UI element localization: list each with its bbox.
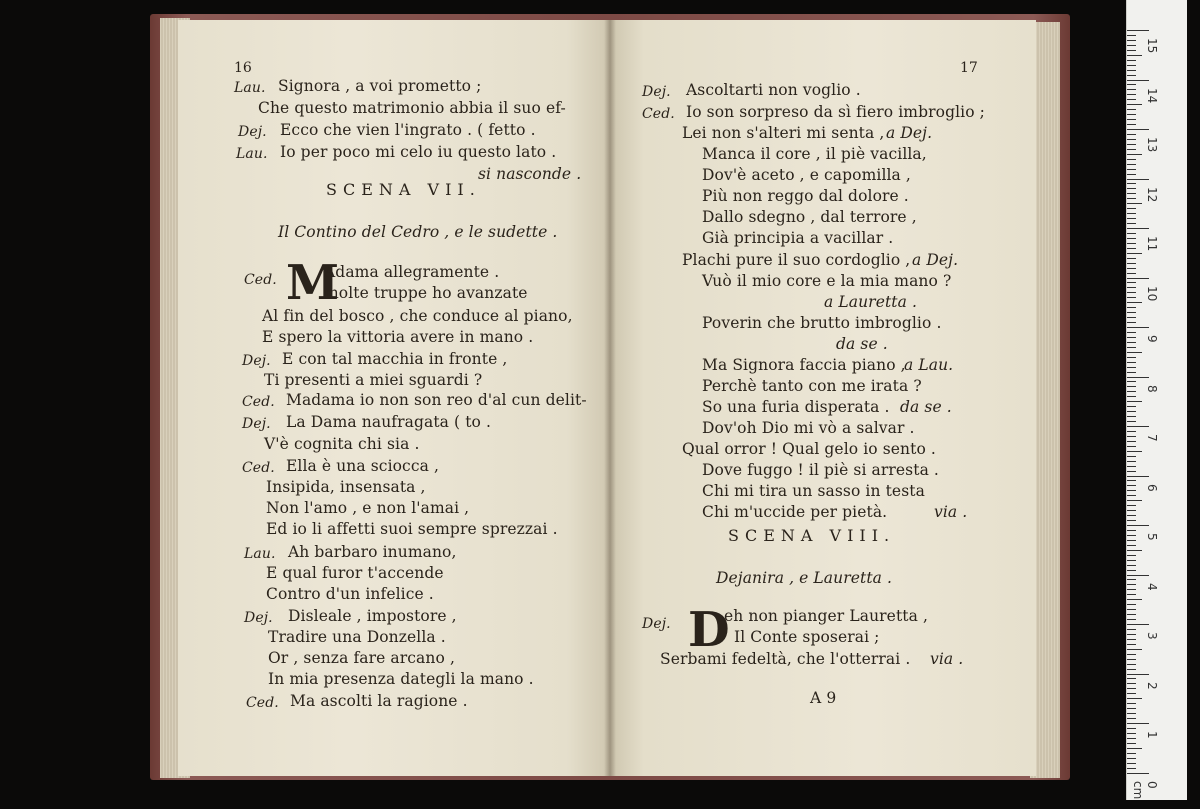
ruler-tick [1127,218,1136,219]
speaker: Ced. [242,394,275,410]
book-gutter [604,20,616,776]
ruler-tick [1127,89,1136,90]
verse-line: Qual orror ! Qual gelo io sento . [682,440,936,458]
ruler-tick [1127,510,1136,511]
scene-cast: Il Contino del Cedro , e le sudette . [278,223,558,241]
ruler-tick [1127,674,1149,675]
ruler-tick [1127,411,1136,412]
verse-line: Dov'è aceto , e capomilla , [702,166,911,184]
ruler-tick [1127,302,1142,303]
stage-direction: a Lau. [904,356,954,374]
ruler-label: 14 [1145,87,1159,103]
ruler-tick [1127,515,1136,516]
ruler-tick [1127,347,1136,348]
ruler-tick [1127,193,1136,194]
ruler-tick [1127,654,1136,655]
ruler-tick [1127,535,1136,536]
speaker: Dej. [244,610,273,626]
ruler-tick [1127,337,1136,338]
ruler-tick [1127,594,1136,595]
ruler-tick [1127,307,1136,308]
ruler-tick [1127,30,1149,31]
ruler-tick [1127,520,1136,521]
ruler-tick [1127,223,1136,224]
ruler-tick [1127,174,1136,175]
ruler-tick [1127,609,1136,610]
verse-line: Ti presenti a miei sguardi ? [264,371,483,389]
verse-line: Insipida, insensata , [266,478,426,496]
ruler-tick [1127,703,1136,704]
verse-line: Serbami fedeltà, che l'otterrai . [660,650,911,668]
ruler-tick [1127,476,1149,477]
ruler-tick [1127,406,1136,407]
ruler-tick [1127,500,1142,501]
drop-cap: D [688,602,730,658]
ruler-tick [1127,461,1136,462]
ruler-tick [1127,416,1136,417]
ruler-tick [1127,718,1136,719]
ruler-tick [1127,367,1136,368]
ruler-label: 7 [1145,434,1159,442]
verse-line: Chi mi tira un sasso in testa [702,482,925,500]
ruler-tick [1127,431,1136,432]
speaker: Lau. [244,546,276,562]
verse-line: So una furia disperata . [702,398,890,416]
stage-direction: via . [930,650,964,668]
ruler-tick [1127,619,1136,620]
ruler-tick [1127,555,1136,556]
page-number: 16 [234,60,252,76]
ruler-tick [1127,490,1136,491]
ruler-tick [1127,688,1136,689]
verse-line: molte truppe ho avanzate [324,284,528,302]
ruler-tick [1127,228,1149,229]
ruler-label: 0 cm [1131,780,1159,799]
ruler-tick [1127,332,1136,333]
ruler-tick [1127,678,1136,679]
ruler-tick [1127,188,1136,189]
speaker: Dej. [242,353,271,369]
stage-direction: a Dej. [886,124,933,142]
ruler-tick [1127,312,1136,313]
ruler-tick [1127,579,1136,580]
speaker: Lau. [234,80,266,96]
ruler-tick [1127,456,1136,457]
ruler-tick [1127,584,1136,585]
ruler-tick [1127,649,1142,650]
ruler-label: 9 [1145,335,1159,343]
ruler-tick [1127,560,1136,561]
ruler-label: 3 [1145,632,1159,640]
ruler-tick [1127,441,1136,442]
ruler-tick [1127,238,1136,239]
ruler-tick [1127,357,1136,358]
verse-line: Vuò il mio core e la mia mano ? [702,272,952,290]
verse-line: Il Conte sposerai ; [734,628,880,646]
ruler-tick [1127,50,1136,51]
ruler-tick [1127,466,1136,467]
ruler-tick [1127,203,1142,204]
ruler-tick [1127,134,1136,135]
ruler-tick [1127,114,1136,115]
ruler-tick [1127,372,1136,373]
verse-line: Più non reggo dal dolore . [702,187,909,205]
ruler-tick [1127,693,1136,694]
ruler-tick [1127,599,1142,600]
ruler-tick [1127,381,1136,382]
verse-line: Ecco che vien l'ingrato . ( fetto . [280,121,536,139]
ruler-tick [1127,505,1136,506]
ruler-tick [1127,213,1136,214]
ruler-tick [1127,723,1149,724]
ruler-tick [1127,644,1136,645]
verse-line: Ma Signora faccia piano , [702,356,906,374]
ruler-tick [1127,35,1136,36]
ruler-tick [1127,713,1136,714]
verse-line: Tradire una Donzella . [268,628,446,646]
verse-line: Ella è una sciocca , [286,457,440,475]
ruler-tick [1127,292,1136,293]
ruler-tick [1127,659,1136,660]
stage-direction: da se . [900,398,952,416]
ruler-tick [1127,540,1136,541]
speaker: Ced. [244,272,277,288]
ruler-tick [1127,104,1142,105]
verse-line: Ascoltarti non voglio . [686,81,861,99]
verse-line: Dov'oh Dio mi vò a salvar . [702,419,915,437]
verse-line: Al fin del bosco , che conduce al piano, [262,307,573,325]
ruler-tick [1127,446,1136,447]
ruler-tick [1127,485,1136,486]
right-page [610,20,1036,776]
ruler-tick [1127,565,1136,566]
stage-direction: si nasconde . [478,165,582,183]
ruler-tick [1127,396,1136,397]
ruler-label: 8 [1145,384,1159,393]
ruler-tick [1127,733,1136,734]
speaker: Lau. [236,146,268,162]
ruler-tick [1127,545,1136,546]
speaker: Ced. [246,695,279,711]
verse-line: Ah barbaro inumano, [288,543,457,561]
ruler-tick [1127,129,1149,130]
verse-line: Lei non s'alteri mi senta , [682,124,885,142]
scene-heading: SCENA VIII. [728,526,896,545]
verse-line: Manca il core , il piè vacilla, [702,145,927,163]
ruler-tick [1127,629,1136,630]
ruler-tick [1127,758,1136,759]
verse-line: E qual furor t'accende [266,564,444,582]
scene-cast: Dejanira , e Lauretta . [716,569,893,587]
ruler-tick [1127,65,1136,66]
stage-direction: a Lauretta . [824,293,918,311]
ruler-label: 2 [1145,681,1159,690]
verse-line: In mia presenza dategli la mano . [268,670,534,688]
ruler-tick [1127,436,1136,437]
ruler-tick [1127,362,1136,363]
ruler-tick [1127,278,1149,279]
speaker: Dej. [642,616,671,632]
verse-line: Signora , a voi prometto ; [278,77,482,95]
verse-line: Madama io non son reo d'al cun delit- [286,391,587,409]
ruler-label: 5 [1145,533,1159,541]
ruler-tick [1127,297,1136,298]
verse-line: Contro d'un infelice . [266,585,434,603]
ruler-tick [1127,377,1149,378]
ruler-tick [1127,753,1136,754]
verse-line: E spero la vittoria avere in mano . [262,328,534,346]
ruler-tick [1127,179,1149,180]
ruler-tick [1127,258,1136,259]
ruler-tick [1127,139,1136,140]
ruler-tick [1127,495,1136,496]
ruler-tick [1127,273,1136,274]
verse-line: Dove fuggo ! il piè si arresta . [702,461,939,479]
ruler-tick [1127,728,1136,729]
ruler-tick [1127,738,1136,739]
ruler-tick [1127,268,1136,269]
verse-line: Plachi pure il suo cordoglio , [682,251,911,269]
ruler-tick [1127,748,1142,749]
ruler-tick [1127,624,1149,625]
measurement-ruler [1126,0,1187,800]
ruler-tick [1127,183,1136,184]
ruler-tick [1127,639,1136,640]
verse-line: Or , senza fare arcano , [268,649,455,667]
ruler-tick [1127,282,1136,283]
ruler-tick [1127,342,1136,343]
ruler-tick [1127,233,1136,234]
ruler-label: 6 [1145,483,1159,492]
ruler-tick [1127,45,1136,46]
ruler-tick [1127,768,1136,769]
ruler-tick [1127,352,1142,353]
verse-line: Chi m'uccide per pietà. [702,503,888,521]
ruler-tick [1127,55,1142,56]
scene-heading: SCENA VII. [326,180,481,199]
verse-line: Dallo sdegno , dal terrore , [702,208,917,226]
verse-line: Ma ascolti la ragione . [290,692,468,710]
verse-line: Io son sorpreso da sì fiero imbroglio ; [686,103,985,121]
ruler-tick [1127,451,1142,452]
verse-line: E con tal macchia in fronte , [282,350,508,368]
drop-cap: M [286,255,340,311]
ruler-tick [1127,243,1136,244]
ruler-tick [1127,99,1136,100]
ruler-tick [1127,124,1136,125]
verse-line: Ed io li affetti suoi sempre sprezzai . [266,520,558,538]
verse-line: Che questo matrimonio abbia il suo ef- [258,99,566,117]
stage-direction: da se . [836,335,888,353]
ruler-tick [1127,198,1136,199]
verse-line: Disleale , impostore , [288,607,457,625]
ruler-tick [1127,614,1136,615]
verse-line: Io per poco mi celo iu questo lato . [280,143,557,161]
ruler-tick [1127,773,1149,774]
ruler-tick [1127,401,1142,402]
stage-direction: a Dej. [912,251,959,269]
verse-line: Non l'amo , e non l'amai , [266,499,470,517]
speaker: Dej. [238,124,267,140]
ruler-tick [1127,525,1149,526]
page-number: 17 [960,60,978,76]
ruler-tick [1127,80,1149,81]
ruler-tick [1127,159,1136,160]
ruler-tick [1127,287,1136,288]
ruler-tick [1127,253,1142,254]
ruler-tick [1127,480,1136,481]
stage-direction: via . [934,503,968,521]
ruler-tick [1127,70,1136,71]
ruler-tick [1127,589,1136,590]
ruler-label: 10 [1145,285,1159,301]
ruler-tick [1127,530,1136,531]
verse-line: V'è cognita chi sia . [264,435,420,453]
speaker: Ced. [642,106,675,122]
ruler-tick [1127,109,1136,110]
ruler-tick [1127,386,1136,387]
ruler-label: 13 [1145,137,1159,153]
verse-line: Adama allegramente . [324,263,500,281]
ruler-tick [1127,248,1136,249]
speaker: Dej. [642,84,671,100]
ruler-tick [1127,698,1142,699]
ruler-tick [1127,570,1136,571]
verse-line: La Dama naufragata ( to . [286,413,492,431]
ruler-label: 4 [1145,582,1159,591]
ruler-tick [1127,421,1136,422]
verse-line: Già principia a vacillar . [702,229,894,247]
ruler-tick [1127,426,1149,427]
ruler-label: 11 [1145,236,1159,252]
ruler-tick [1127,471,1136,472]
ruler-tick [1127,154,1142,155]
left-page [178,20,610,776]
ruler-label: 1 [1145,731,1159,739]
ruler-label: 15 [1145,38,1159,54]
ruler-tick [1127,708,1136,709]
ruler-tick [1127,634,1136,635]
ruler-tick [1127,322,1136,323]
ruler-tick [1127,40,1136,41]
signature-mark: A 9 [810,689,837,707]
ruler-tick [1127,164,1136,165]
ruler-tick [1127,317,1136,318]
ruler-tick [1127,683,1136,684]
ruler-tick [1127,263,1136,264]
ruler-tick [1127,743,1136,744]
ruler-tick [1127,208,1136,209]
ruler-tick [1127,664,1136,665]
ruler-tick [1127,763,1136,764]
ruler-tick [1127,75,1136,76]
ruler-tick [1127,119,1136,120]
ruler-tick [1127,84,1136,85]
ruler-tick [1127,604,1136,605]
verse-line: Perchè tanto con me irata ? [702,377,922,395]
verse-line: eh non pianger Lauretta , [724,607,928,625]
speaker: Dej. [242,416,271,432]
ruler-tick [1127,327,1149,328]
ruler-tick [1127,169,1136,170]
ruler-tick [1127,669,1136,670]
ruler-tick [1127,550,1142,551]
ruler-tick [1127,391,1136,392]
ruler-tick [1127,60,1136,61]
ruler-label: 12 [1145,186,1159,202]
ruler-tick [1127,144,1136,145]
verse-line: Poverin che brutto imbroglio . [702,314,942,332]
ruler-tick [1127,575,1149,576]
ruler-tick [1127,94,1136,95]
speaker: Ced. [242,460,275,476]
ruler-tick [1127,149,1136,150]
